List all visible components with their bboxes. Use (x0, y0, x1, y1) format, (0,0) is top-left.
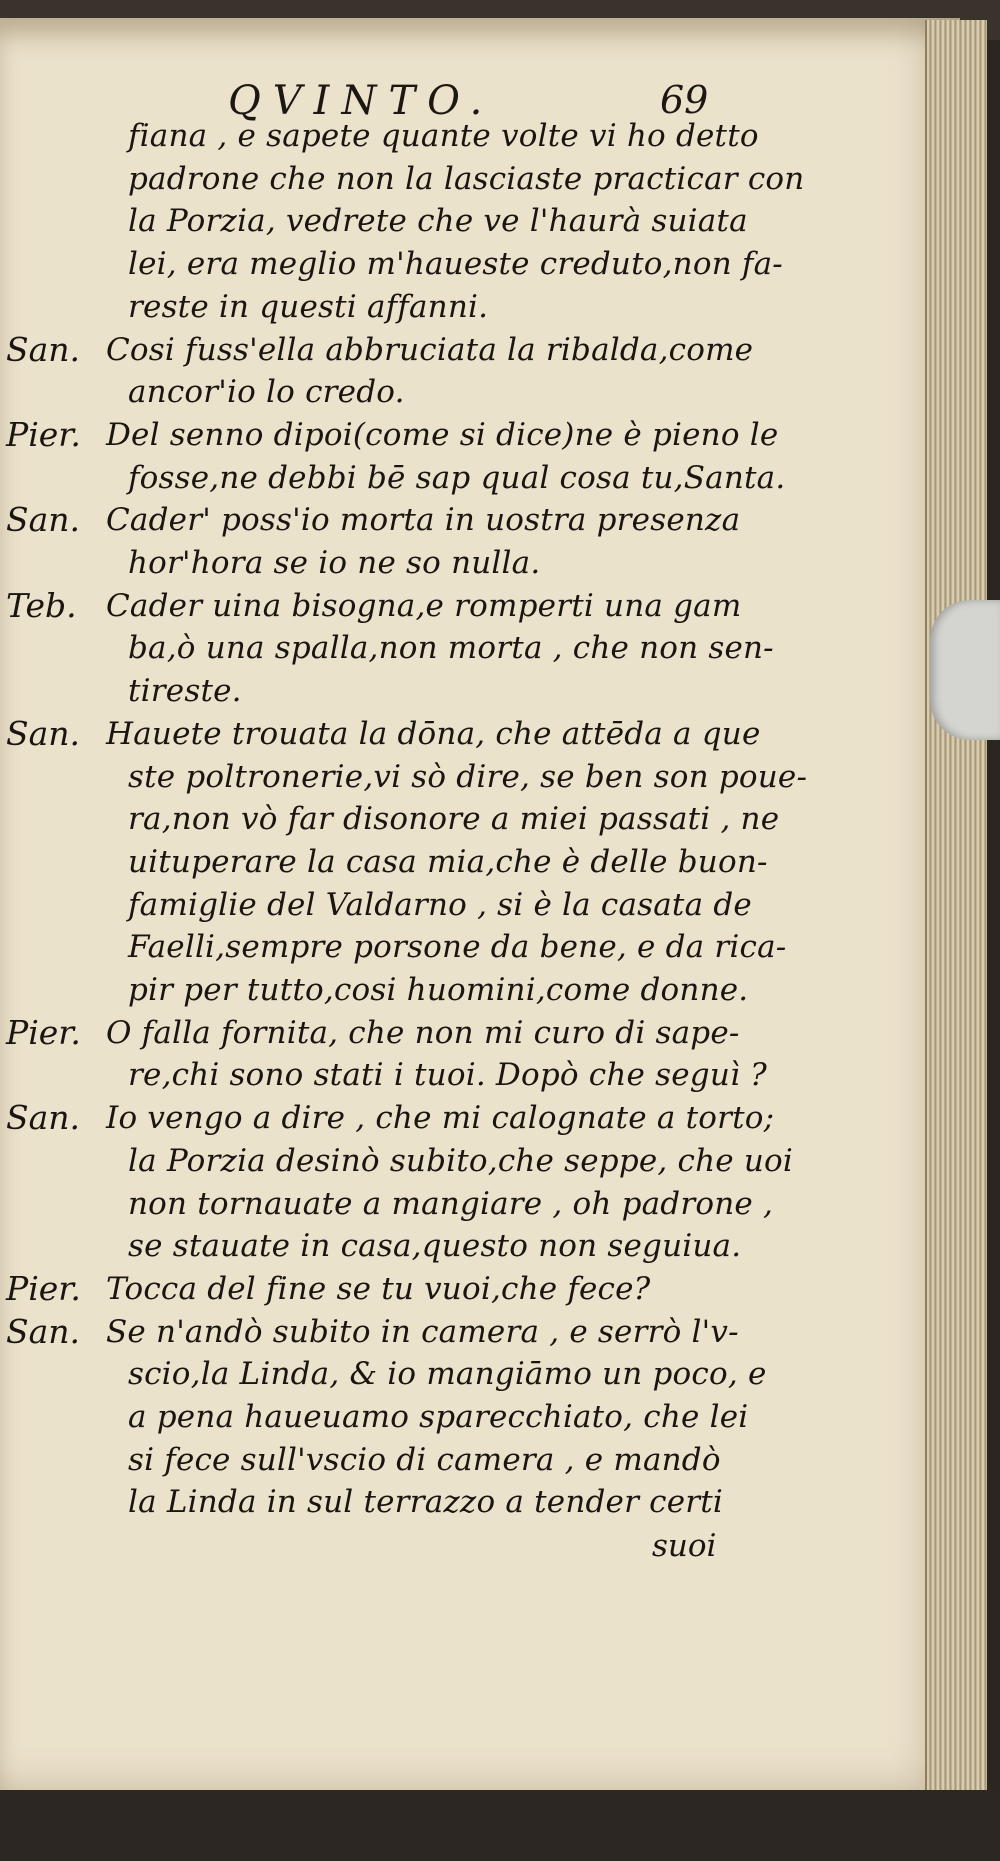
text-line (0, 112, 900, 160)
text-line (0, 667, 900, 715)
speaker-label: San. (6, 1098, 81, 1138)
line-text: la Linda in sul terrazzo a tender certi (128, 1484, 724, 1521)
line-text: ra,non vò far disonore a miei passati , ne (128, 801, 780, 838)
text-line (0, 1393, 900, 1441)
speaker-label: San. (6, 500, 81, 540)
text-line (0, 1350, 900, 1398)
text-line (0, 1137, 900, 1185)
line-text: Del senno dipoi(come si dice)ne è pieno le (106, 416, 779, 453)
line-text: si fece sull'vscio di camera , e mandò (128, 1441, 721, 1478)
text-line (0, 795, 900, 843)
line-text: la Porzia, vedrete che ve l'haurà suiata (128, 203, 748, 240)
text-line (0, 454, 900, 502)
line-text: Hauete trouata la dōna, che attēda a que (106, 715, 761, 752)
line-text: Cader uina bisogna,e romperti una gam (106, 587, 742, 624)
text-line (0, 240, 900, 288)
text-line (0, 923, 900, 971)
line-text: O falla fornita, che non mi curo di sape- (106, 1014, 740, 1051)
text-line (0, 1094, 900, 1142)
running-head: QVINTO. (228, 78, 495, 124)
line-text: Cosi fuss'ella abbruciata la ribalda,come (106, 331, 754, 368)
text-line (0, 1180, 900, 1228)
line-text: famiglie del Valdarno , si è la casata de (128, 886, 752, 923)
text-line (0, 197, 900, 245)
text-line (0, 710, 900, 758)
speaker-label: Pier. (6, 1012, 81, 1052)
text-line (0, 966, 900, 1014)
line-text: Faelli,sempre porsone da bene, e da rica- (128, 929, 787, 966)
text-line (0, 1478, 900, 1526)
speaker-label: Teb. (6, 585, 77, 625)
page-marker-tab (930, 600, 1000, 740)
text-line (0, 1051, 900, 1099)
line-text: a pena haueuamo sparecchiato, che lei (128, 1399, 749, 1435)
text-line (0, 155, 900, 203)
line-text: lei, era meglio m'haueste creduto,non fa- (128, 246, 783, 283)
text-line (0, 368, 900, 416)
scan-background-bottom (0, 1790, 1000, 1861)
line-text: Io vengo a dire , che mi calognate a torto; (106, 1100, 775, 1137)
text-line (0, 582, 900, 630)
line-text: padrone che non la lasciaste practicar con (128, 160, 805, 197)
line-text: la Porzia desinò subito,che seppe, che uoi (128, 1142, 794, 1179)
text-line (0, 1222, 900, 1270)
text-line (0, 624, 900, 672)
line-text: se stauate in casa,questo non seguiua. (128, 1228, 742, 1265)
text-line (0, 881, 900, 929)
line-text: non tornauate a mangiare , oh padrone , (128, 1185, 774, 1222)
page-edges (925, 20, 987, 1790)
speaker-label: San. (6, 329, 81, 369)
speaker-label: Pier. (6, 414, 81, 454)
line-text: Se n'andò subito in camera , e serrò l'v- (106, 1313, 739, 1350)
text-line (0, 283, 900, 331)
speaker-label: Pier. (6, 1268, 81, 1308)
line-text: fiana , e sapete quante volte vi ho detto (128, 118, 759, 154)
text-line (0, 539, 900, 587)
page-number: 69 (660, 78, 709, 122)
text-line (0, 838, 900, 886)
text-line (0, 326, 900, 374)
line-text: scio,la Linda, & io mangiāmo un poco, e (128, 1356, 767, 1393)
line-text: hor'hora se io ne so nulla. (128, 545, 541, 581)
text-line (0, 411, 900, 459)
text-line (0, 1436, 900, 1484)
text-line (0, 1265, 900, 1313)
line-text: re,chi sono stati i tuoi. Dopò che seguì ? (128, 1057, 767, 1094)
text-line (0, 1308, 900, 1356)
text-line (0, 1009, 900, 1057)
speaker-label: San. (6, 1311, 81, 1351)
line-text: Tocca del fine se tu vuoi,che fece? (106, 1270, 651, 1307)
line-text: pir per tutto,cosi huomini,come donne. (128, 972, 749, 1008)
line-text: fosse,ne debbi bē sap qual cosa tu,Santa. (128, 459, 786, 496)
line-text: tireste. (128, 673, 242, 710)
text-line (0, 753, 900, 801)
line-text: reste in questi affanni. (128, 288, 489, 325)
line-text: ste poltronerie,vi sò dire, se ben son poue- (128, 758, 808, 795)
catchword: suoi (652, 1528, 717, 1564)
text-line (0, 496, 900, 544)
line-text: ba,ò una spalla,non morta , che non sen- (128, 630, 774, 667)
speaker-label: San. (6, 713, 81, 753)
line-text: uituperare la casa mia,che è delle buon- (128, 843, 768, 880)
line-text: ancor'io lo credo. (128, 374, 405, 411)
line-text: Cader' poss'io morta in uostra presenza (106, 502, 741, 539)
